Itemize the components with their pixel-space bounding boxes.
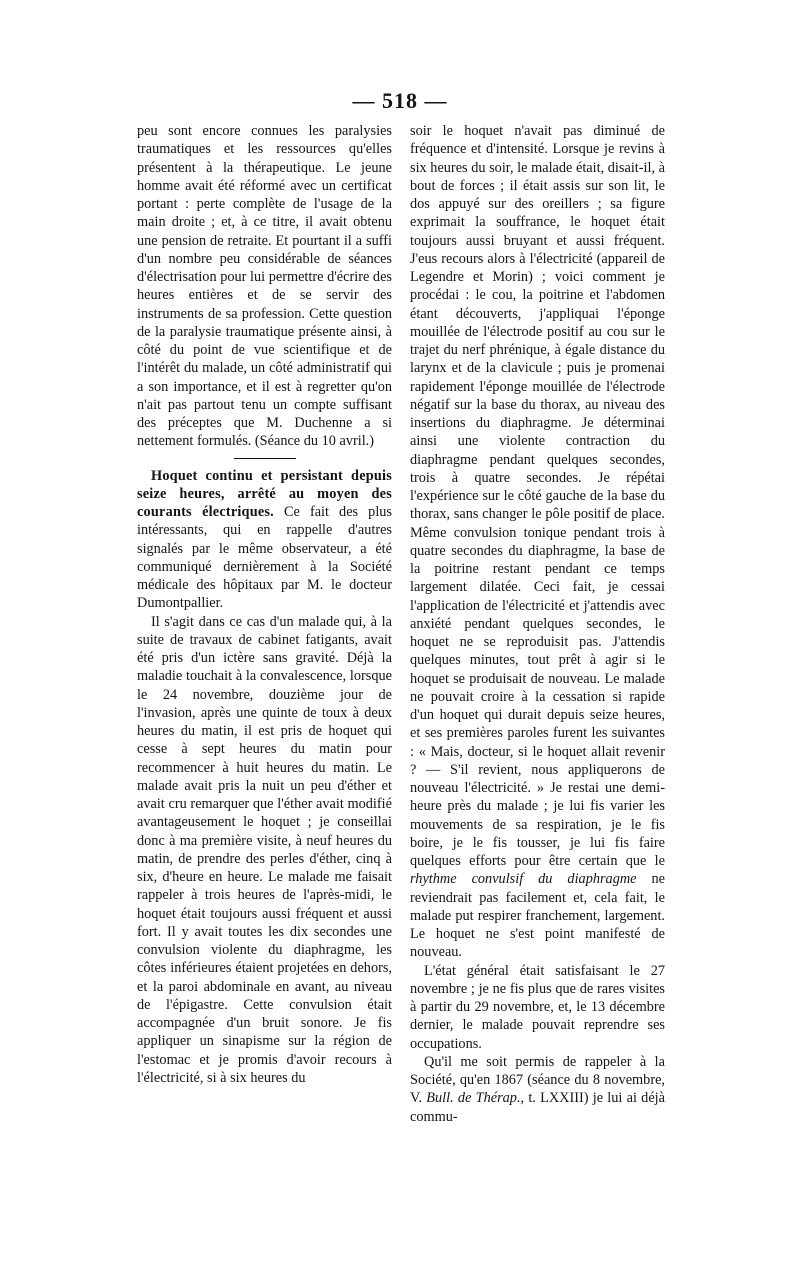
- page-number: — 518 —: [352, 88, 448, 113]
- italic-phrase: rhythme convulsif du diaphragme: [410, 871, 637, 888]
- left-column: [137, 122, 392, 1087]
- right-paragraph-3: [410, 1053, 665, 1126]
- article-intro: Ce fait des plus intéressants, qui en rappelle d'autres signalés par le même observateur, a été communiqué dernièrement à la Société médicale des hôpitaux par M. le docteur Dumontpallier.: [137, 504, 392, 612]
- left-paragraph-1: peu sont encore connues les paralysies traumatiques et les ressources qu'elles présentent à la thérapeutique. Le jeune homme avait été réformé avec un certificat portant : perte complète de l'usage de la main droite ; et, à ce titre, il avait obtenu une pension de retraite. Et pourtant il a suffi d'un nombre peu considérable de séances d'électrisation pour lui permettre d'écrire des heures entières et de se servir des instruments de sa profession. Cette question de la paralysie traumatique présente ainsi, à côté du point de vue scientifique et de l'intérêt du malade, un côté administratif qui a son importance, et il est à regretter qu'on n'ait pas partout tenu un compte suffisant des préceptes que M. Duchenne a si nettement formulés. (Séance du 10 avril.): [137, 123, 392, 450]
- right-column: [410, 122, 665, 1126]
- left-paragraph-3: Il s'agit dans ce cas d'un malade qui, à la suite de travaux de cabinet fatigants, avait été pris d'un ictère sans gravité. Déjà la maladie touchait à la convalescence, lorsque le 24 novembre, douzième jour de l'invasion, après une quinte de toux à deux heures du matin, il est pris de hoquet qui cesse à sept heures du matin pour recommencer à huit heures du matin. Le malade avait pris la nuit un peu d'éther et avait cru remarquer que l'éther avait modifié avantageusement le hoquet ; je conseillai donc à ma première visite, à neuf heures du matin, de prendre des perles d'éther, cinq à six, d'heure en heure. Le malade me faisait rappeler à trois heures de l'après-midi, le hoquet était toujours aussi fréquent et aussi fort. Il y avait toutes les dix secondes une convulsion violente du diaphragme, les côtes inférieures étaient projetées en dehors, et la paroi abdominale en avant, au niveau de l'épigastre. Cette convulsion était accompagnée d'un bruit sonore. Je fis appliquer un sinapisme sur la région de l'estomac et je promis d'avoir recours à l'électricité, si à six heures du: [137, 613, 392, 1086]
- right-paragraph-2: L'état général était satisfaisant le 27 novembre ; je ne fis plus que de rares visites à partir du 29 novembre, et, le 13 décembre dernier, le malade pouvait reprendre ses occupations.: [410, 962, 665, 1052]
- right-paragraph-3-end: , t. LXXIII) je lui ai déjà commu-: [410, 1090, 665, 1125]
- right-paragraph-3-text: Qu'il me soit permis de rappeler à la Société, qu'en 1867 (séance du 8 novembre, V.: [410, 1053, 665, 1107]
- right-paragraph-1-text: soir le hoquet n'avait pas diminué de fréquence et d'intensité. Lorsque je revins à six heures du soir, le malade était, disait-il, à bout de forces ; il était assis sur son lit, le dos appuyé sur des oreillers ; sa figure exprimait la souffrance, le hoquet était toujours aussi bruyant et aussi fréquent. J'eus recours alors à l'électricité (appareil de Legendre et Morin) ; voici comment je procédai : le cou, la poitrine et l'abdomen étant découverts, j'appliquai l'éponge mouillée de l'électrode positif au cou sur le trajet du nerf phrénique, à égale distance du larynx et de la clavicule ; puis je promenai rapidement l'éponge mouillée de l'électrode négatif sur la base du thorax, au niveau des insertions du diaphragme. Je déterminai ainsi une violente contraction du diaphragme pendant quelques secondes, trois à quatre secondes. Je répétai l'expérience sur le côté gauche de la base du thorax, sans changer le pôle positif de place. Même convulsion tonique pendant trois à quatre secondes du diaphragme, la base de la poitrine restant pendant ce temps largement dilatée. Ceci fait, je cessai l'application de l'électricité et j'attendis avec anxiété pendant quelques secondes, le hoquet ne se reproduisit pas. J'attendis quelques minutes, tout prêt à agir si le hoquet se produisait de nouveau. Le malade ne pouvait croire à la cessation si rapide d'un hoquet qui durait depuis seize heures, et ses premières paroles furent les suivantes : « Mais, docteur, si le hoquet allait revenir ? — S'il revient, nous appliquerons de nouveau l'électricité. » Je restai une demi-heure près du malade ; je lui fis varier les mouvements de sa respiration, je le fis boire, je le fis tousser, je lui fis faire quelques efforts pour être certain que le: [410, 123, 665, 869]
- article-heading: Hoquet continu et persistant depuis seize heures, arrêté au moyen des courants électriques.: [137, 467, 392, 520]
- citation-title: Bull. de Thérap.: [426, 1090, 521, 1107]
- section-divider: [234, 458, 296, 459]
- left-paragraph-2: [137, 467, 392, 613]
- right-paragraph-1: [410, 122, 665, 962]
- right-paragraph-1-end: ne reviendrait pas facilement et, cela fait, le malade put respirer franchement, largement. Le hoquet ne s'est point manifesté de nouveau.: [410, 871, 665, 961]
